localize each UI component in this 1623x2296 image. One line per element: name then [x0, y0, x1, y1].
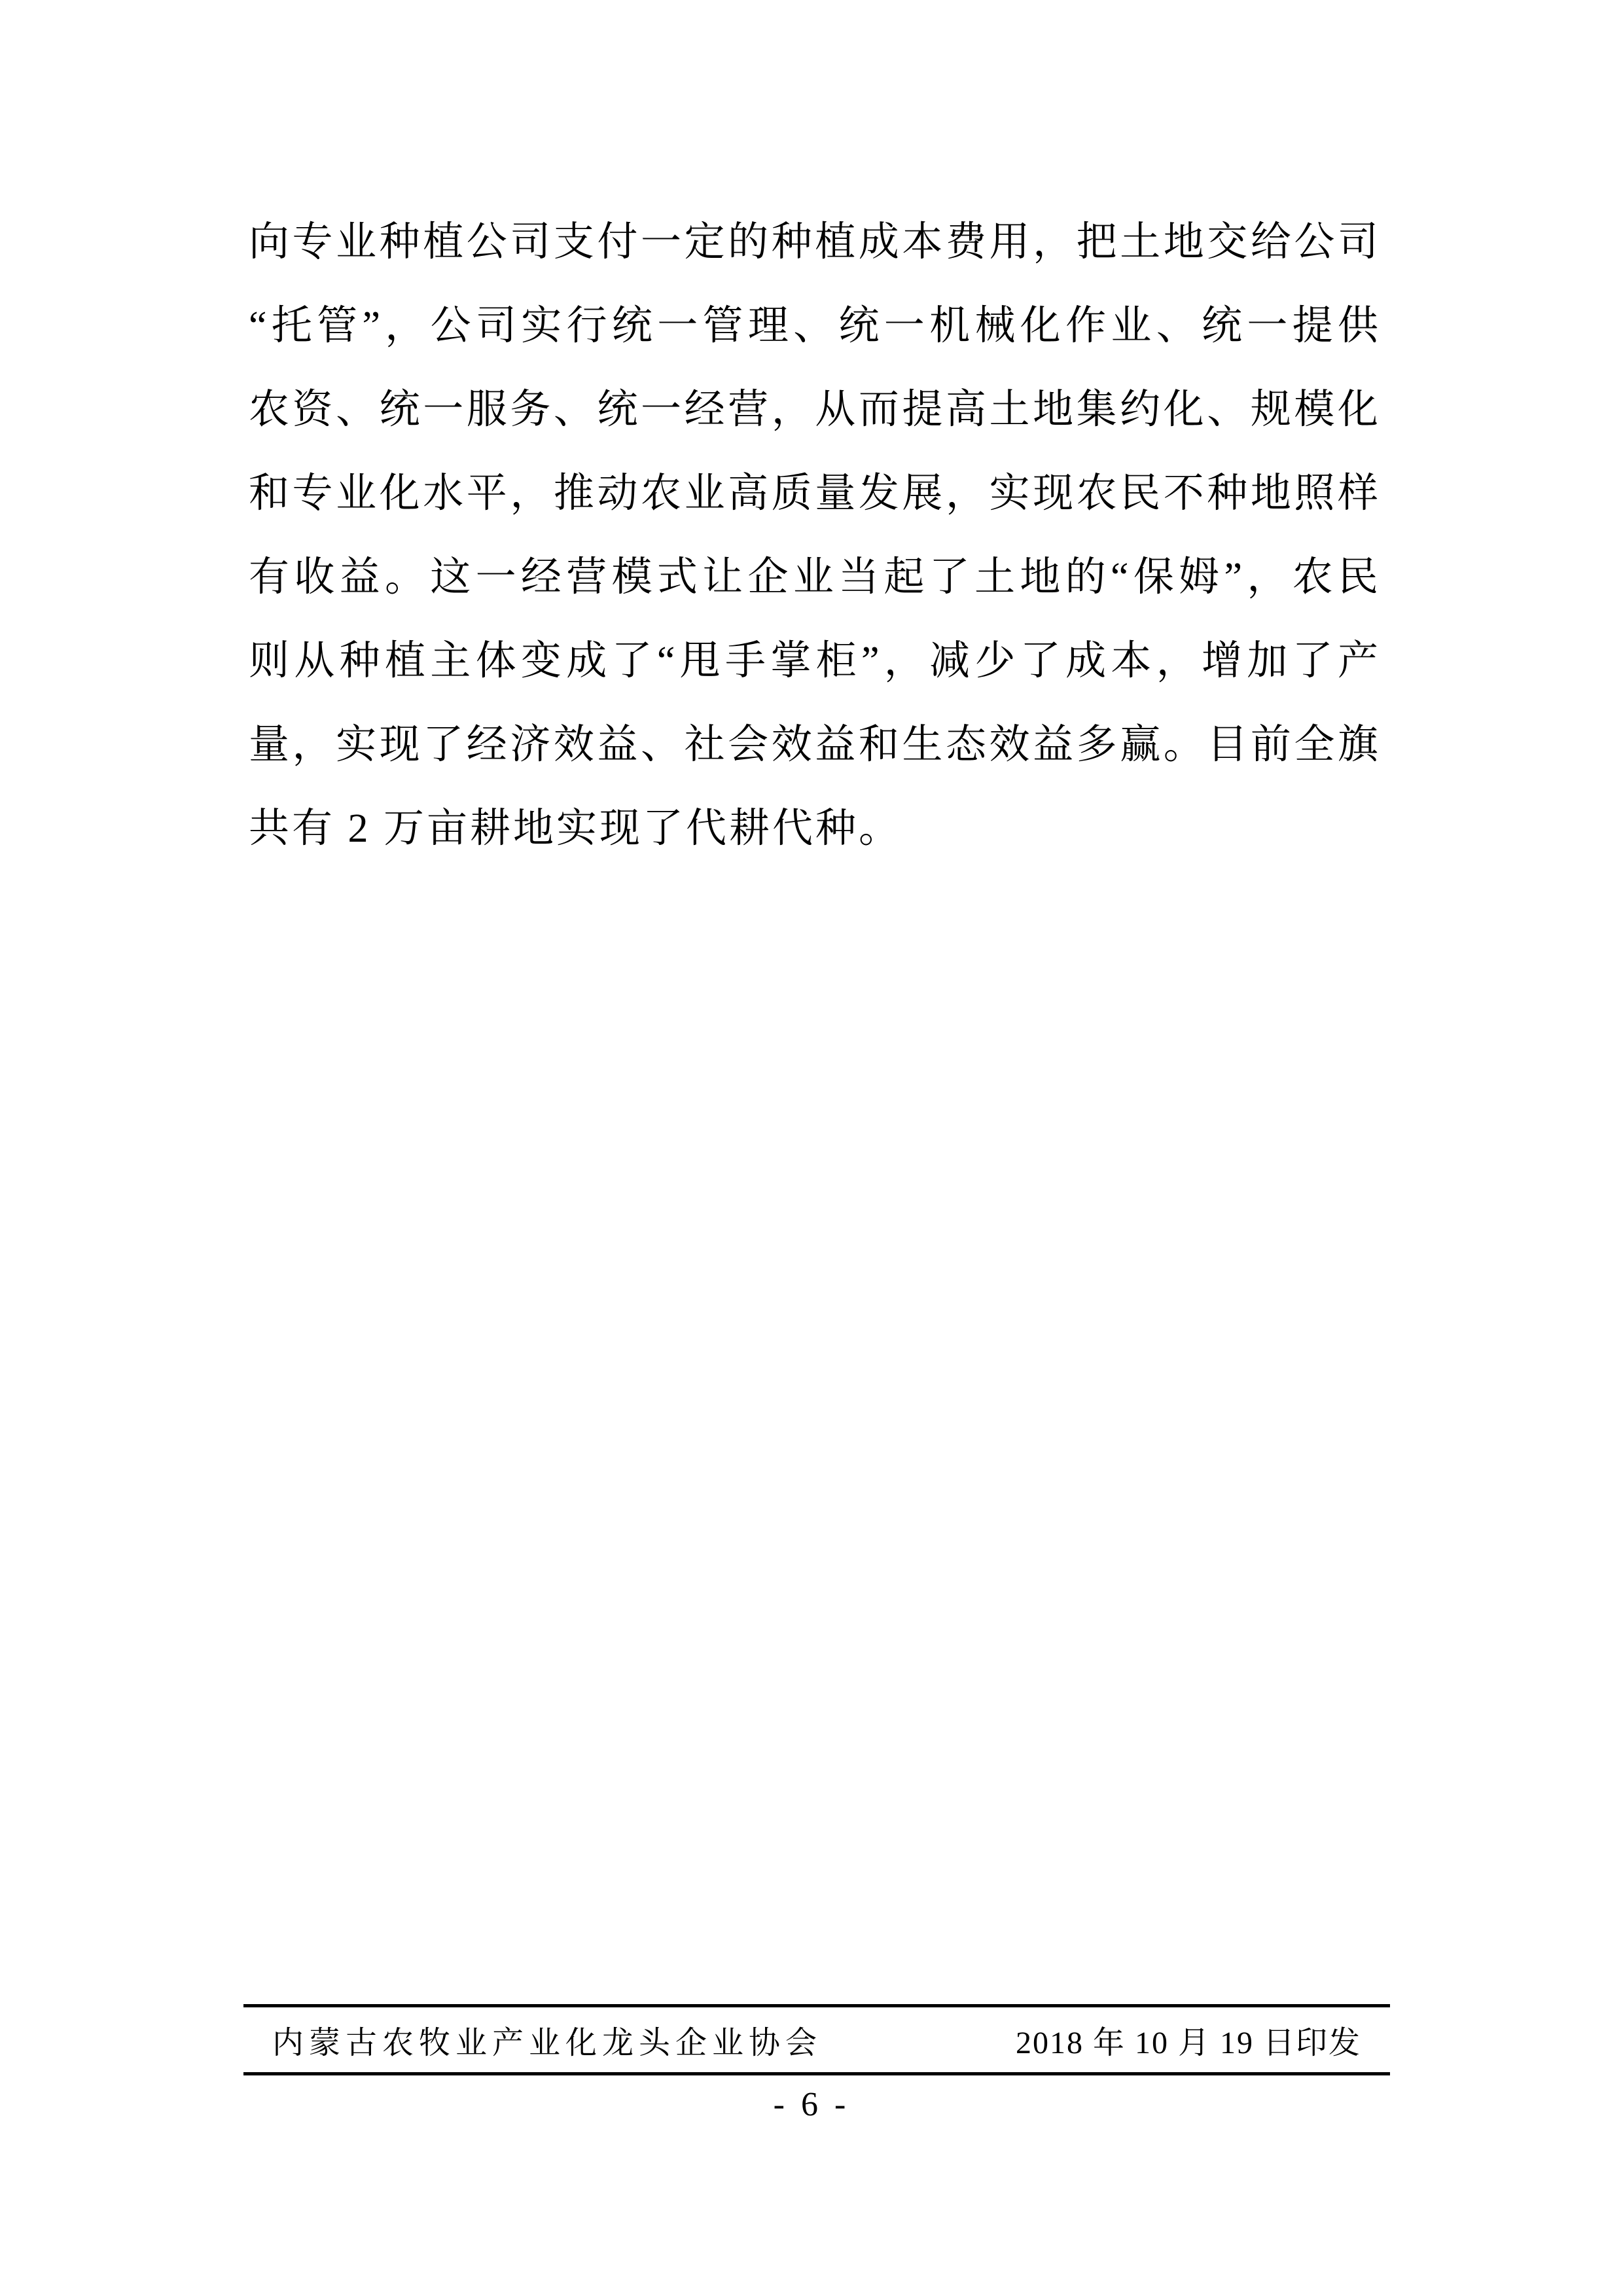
- body-text-line: “托管”，公司实行统一管理、统一机械化作业、统一提供: [249, 304, 1381, 348]
- body-text-line: 和专业化水平，推动农业高质量发展，实现农民不种地照样: [249, 471, 1381, 516]
- footer-bottom-rule: [243, 2072, 1390, 2075]
- body-text-line: 向专业种植公司支付一定的种植成本费用，把土地交给公司: [249, 220, 1381, 264]
- body-text-line: 则从种植主体变成了“甩手掌柜”，减少了成本，增加了产: [249, 639, 1381, 683]
- body-text-line: 有收益。这一经营模式让企业当起了土地的“保姆”，农民: [249, 555, 1381, 600]
- page-number: - 6 -: [773, 2086, 850, 2123]
- body-text-line: 农资、统一服务、统一经营，从而提高土地集约化、规模化: [249, 387, 1381, 432]
- body-text-line: 共有 2 万亩耕地实现了代耕代种。: [249, 806, 902, 851]
- colophon-row: [243, 2007, 1390, 2072]
- issuer-name: 内蒙古农牧业产业化龙头企业协会: [272, 2026, 823, 2060]
- print-date: 2018 年 10 月 19 日印发: [1015, 2026, 1361, 2060]
- body-paragraph: [249, 200, 1381, 870]
- body-text-line: 量，实现了经济效益、社会效益和生态效益多赢。目前全旗: [249, 723, 1381, 767]
